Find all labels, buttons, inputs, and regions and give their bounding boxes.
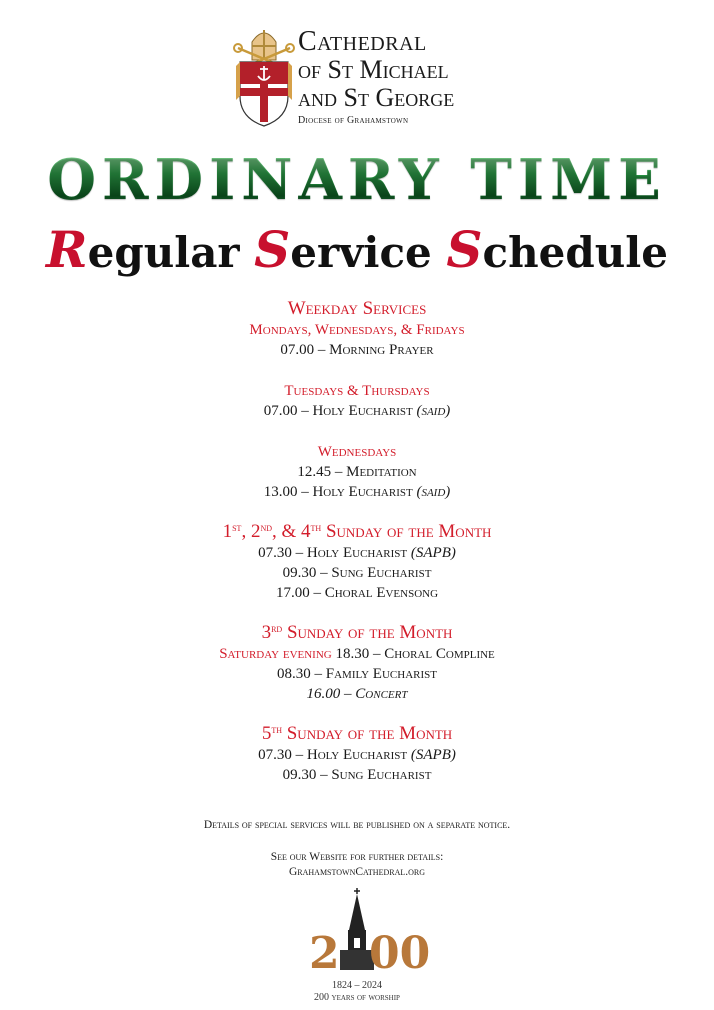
service-line: 09.30 – Sung Eucharist — [282, 565, 432, 581]
weekday-group1-days: Mondays, Wednesdays, & Fridays — [249, 322, 465, 338]
sunday5-heading: 5th Sunday of the Month — [261, 723, 453, 744]
service-line: 08.30 – Family Eucharist — [277, 666, 437, 682]
cathedral-name-line2: of St Michael — [298, 55, 449, 84]
service-text: 07.00 – Holy Eucharist — [263, 403, 413, 419]
website-link[interactable]: GrahamstownCathedral.org — [288, 866, 426, 878]
service-note: (said) — [416, 403, 451, 419]
service-note: (said) — [416, 484, 451, 500]
special-services-note: Details of special services will be published on a separate notice. — [203, 819, 511, 831]
sunday3-heading: 3rd Sunday of the Month — [261, 622, 453, 643]
notes — [0, 818, 714, 880]
service-line: 12.45 – Meditation — [297, 464, 417, 480]
anniversary-years: 1824 – 2024 — [332, 980, 382, 991]
website-intro: See our Website for further details: — [270, 851, 444, 863]
service-line — [0, 401, 714, 421]
service-note: (SAPB) — [410, 747, 456, 763]
service-line — [0, 644, 714, 664]
weekday-heading: Weekday Services — [287, 298, 427, 319]
schedule-title — [0, 222, 714, 281]
service-text: 07.30 – Holy Eucharist — [258, 545, 408, 561]
title-initial-r: R — [46, 220, 88, 279]
cathedral-crest-icon — [232, 26, 296, 130]
weekday-group2-days: Tuesdays & Thursdays — [284, 383, 430, 399]
service-text: 13.00 – Holy Eucharist — [263, 484, 413, 500]
cathedral-name-line3: and St George — [298, 83, 455, 112]
service-schedule — [0, 298, 714, 785]
sunday124-heading: 1st, 2nd, & 4th Sunday of the Month — [222, 521, 492, 542]
service-line — [0, 745, 714, 765]
service-note: (SAPB) — [410, 545, 456, 561]
service-line: 07.00 – Morning Prayer — [280, 342, 434, 358]
service-line — [0, 482, 714, 502]
title-initial-s2: S — [446, 220, 483, 279]
title-word-schedule: chedule — [482, 228, 668, 277]
service-line: 16.00 – Concert — [306, 686, 408, 702]
title-word-service: ervice — [290, 228, 447, 277]
cathedral-name-line1: Cathedral — [298, 26, 427, 57]
anniversary-caption: 200 years of worship — [314, 992, 400, 1003]
saturday-evening-label: Saturday evening — [219, 646, 332, 662]
service-line: 17.00 – Choral Evensong — [275, 585, 439, 601]
anniversary-number-00: 00 — [369, 928, 431, 979]
diocese-label: Diocese of Grahamstown — [298, 115, 409, 126]
season-title: ORDINARY TIME — [0, 148, 714, 212]
anniversary-text — [300, 980, 414, 1004]
service-text: 18.30 – Choral Compline — [331, 646, 495, 662]
anniversary-number-2: 2 — [309, 928, 340, 979]
title-word-regular: egular — [87, 228, 255, 277]
service-line: 09.30 – Sung Eucharist — [282, 767, 432, 783]
cathedral-name — [298, 28, 454, 128]
weekday-group3-days: Wednesdays — [317, 444, 397, 460]
service-line — [0, 543, 714, 563]
service-text: 07.30 – Holy Eucharist — [258, 747, 408, 763]
title-initial-s1: S — [254, 220, 291, 279]
